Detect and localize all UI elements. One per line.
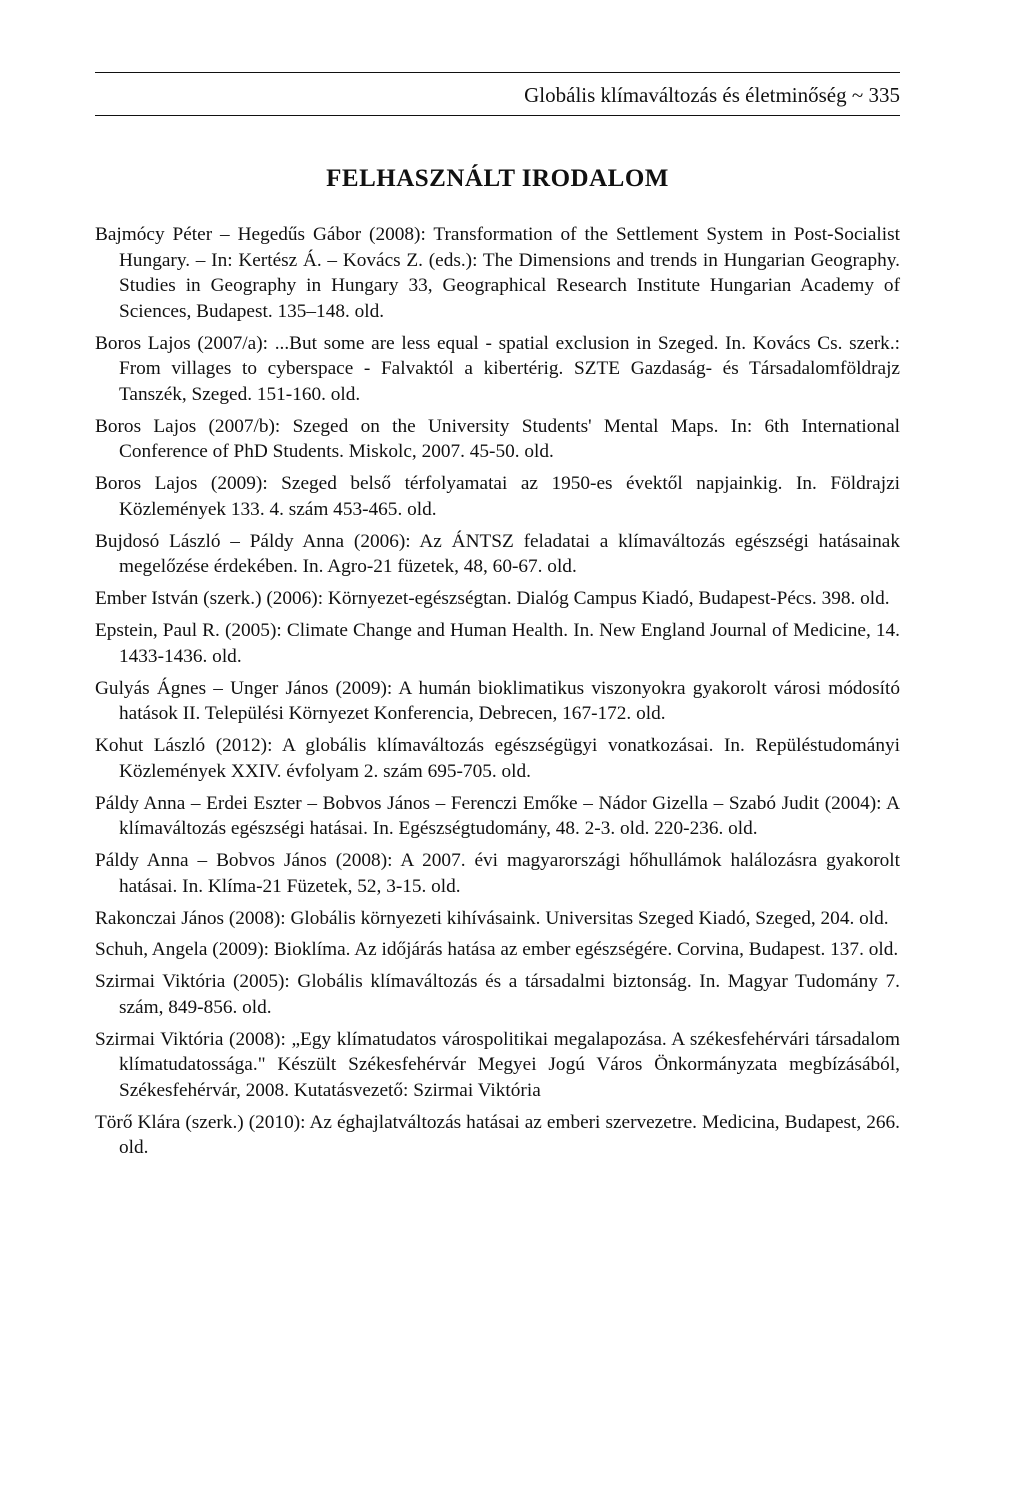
reference-item: Epstein, Paul R. (2005): Climate Change and Human Health. In. New England Journal of Medicine, 14. 1433-1436. old. <box>95 620 900 667</box>
reference-list <box>95 222 900 1167</box>
reference-item: Szirmai Viktória (2008): „Egy klímatudatos várospolitikai megalapozása. A székesfehérvári társadalom klímatudatossága." Készült Székesfehérvár Megyei Jogú Város Önkormányzata megbízásából, Székesfehérvár, 2008. Kutatásvezető: Szirmai Viktória <box>95 1028 900 1101</box>
reference-item: Törő Klára (szerk.) (2010): Az éghajlatváltozás hatásai az emberi szervezetre. Medicina, Budapest, 266. old. <box>95 1111 900 1159</box>
reference-item: Bujdosó László – Páldy Anna (2006): Az ÁNTSZ feladatai a klímaváltozás egészségi hatásainak megelőzése érdekében. In. Agro-21 füzetek, 48, 60-67. old. <box>95 530 900 578</box>
running-title: Globális klímaváltozás és életminőség ~ 335 <box>524 83 900 107</box>
reference-item: Páldy Anna – Bobvos János (2008): A 2007. évi magyarországi hőhullámok halálozásra gyakorolt hatásai. In. Klíma-21 Füzetek, 52, 3-15. old. <box>95 850 900 897</box>
reference-item: Páldy Anna – Erdei Eszter – Bobvos János – Ferenczi Emőke – Nádor Gizella – Szabó Judit (2004): A klímaváltozás egészségi hatásai. In. Egészségtudomány, 48. 2-3. old. 220-236. old. <box>95 792 900 840</box>
reference-item: Bajmócy Péter – Hegedűs Gábor (2008): Transformation of the Settlement System in Post-Socialist Hungary. – In: Kertész Á. – Kovács Z. (eds.): The Dimensions and trends in Hungarian Geography. Studies in Geography in Hungary 33, Geographical Research Institute Hungarian Academy of Sciences, Budapest. 135–148. old. <box>95 224 900 322</box>
reference-item: Boros Lajos (2009): Szeged belső térfolyamatai az 1950-es évektől napjainkig. In. Földrajzi Közlemények 133. 4. szám 453-465. old. <box>95 473 900 520</box>
reference-item: Kohut László (2012): A globális klímaváltozás egészségügyi vonatkozásai. In. Repüléstudományi Közlemények XXIV. évfolyam 2. szám 695-705. old. <box>95 735 900 782</box>
reference-item: Boros Lajos (2007/b): Szeged on the University Students' Mental Maps. In: 6th International Conference of PhD Students. Miskolc, 2007. 45-50. old. <box>95 415 900 463</box>
reference-item: Gulyás Ágnes – Unger János (2009): A humán bioklimatikus viszonyokra gyakorolt városi módosító hatások II. Települési Környezet Konferencia, Debrecen, 167-172. old. <box>95 677 900 725</box>
section-title: FELHASZNÁLT IRODALOM <box>326 165 669 192</box>
reference-item: Ember István (szerk.) (2006): Környezet-egészségtan. Dialóg Campus Kiadó, Budapest-Pécs. 398. old. <box>95 588 890 610</box>
header-bottom-rule <box>95 115 900 116</box>
running-header <box>95 72 900 116</box>
reference-item: Schuh, Angela (2009): Bioklíma. Az időjárás hatása az ember egészségére. Corvina, Budapest. 137. old. <box>95 939 899 961</box>
reference-item: Boros Lajos (2007/a): ...But some are less equal - spatial exclusion in Szeged. In. Kovács Cs. szerk.: From villages to cyberspace - Falvaktól a kibertérig. SZTE Gazdaság- és Társadalomföldrajz Tanszék, Szeged. 151-160. old. <box>95 332 900 405</box>
reference-item: Szirmai Viktória (2005): Globális klímaváltozás és a társadalmi biztonság. In. Magyar Tudomány 7. szám, 849-856. old. <box>95 971 900 1018</box>
reference-item: Rakonczai János (2008): Globális környezeti kihívásaink. Universitas Szeged Kiadó, Szeged, 204. old. <box>95 907 889 929</box>
header-top-rule <box>95 72 900 73</box>
